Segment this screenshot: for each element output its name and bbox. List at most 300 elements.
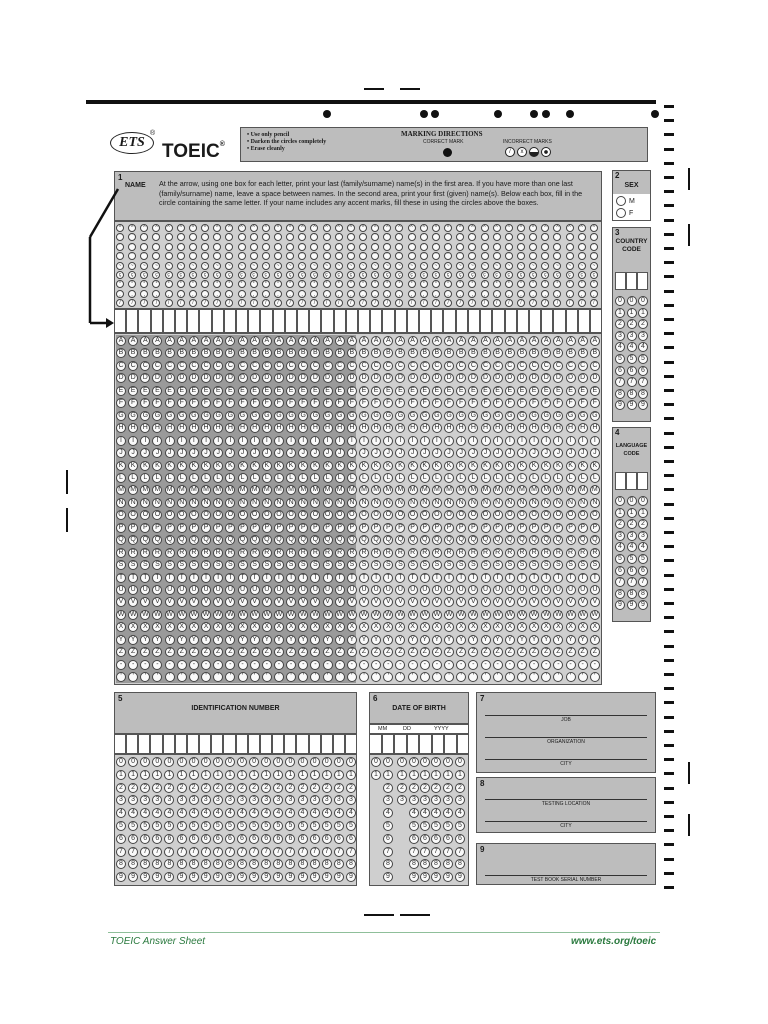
letter-bubble[interactable]: P — [359, 523, 369, 533]
letter-bubble[interactable]: T — [420, 573, 430, 583]
letter-bubble[interactable]: N — [262, 498, 272, 508]
accent-bubble[interactable]: ¸ — [165, 290, 173, 298]
accent-bubble[interactable]: ` — [323, 233, 331, 241]
accent-bubble[interactable]: ^ — [286, 224, 294, 232]
letter-bubble[interactable]: J — [420, 448, 430, 458]
id-digit-box[interactable] — [138, 734, 150, 754]
accent-bubble[interactable]: ´ — [225, 243, 233, 251]
digit-bubble[interactable]: 8 — [638, 389, 648, 399]
letter-bubble[interactable]: A — [286, 336, 296, 346]
digit-bubble[interactable]: 7 — [615, 377, 625, 387]
letter-bubble[interactable]: F — [152, 398, 162, 408]
letter-bubble[interactable]: Z — [529, 647, 539, 657]
accent-bubble[interactable]: ¸ — [189, 290, 197, 298]
accent-bubble[interactable]: ´ — [420, 243, 428, 251]
letter-bubble[interactable]: Z — [553, 647, 563, 657]
letter-bubble[interactable]: O — [140, 510, 150, 520]
letter-bubble[interactable]: G — [541, 411, 551, 421]
accent-bubble[interactable]: ¸ — [140, 290, 148, 298]
id-digit-bubble[interactable]: 0 — [225, 757, 235, 767]
accent-bubble[interactable]: ~ — [298, 262, 306, 270]
letter-bubble[interactable]: R — [395, 548, 405, 558]
id-digit-bubble[interactable]: 9 — [310, 872, 320, 882]
name-letter-box[interactable] — [260, 309, 272, 333]
letter-bubble[interactable]: P — [213, 523, 223, 533]
id-digit-bubble[interactable]: 2 — [116, 783, 126, 793]
accent-bubble[interactable]: ^ — [505, 224, 513, 232]
accent-bubble[interactable]: ° — [128, 280, 136, 288]
id-digit-bubble[interactable]: 1 — [140, 770, 150, 780]
accent-bubble[interactable]: ¸ — [213, 290, 221, 298]
accent-bubble[interactable]: ° — [201, 280, 209, 288]
letter-bubble[interactable]: T — [468, 573, 478, 583]
accent-bubble[interactable]: ¸ — [468, 290, 476, 298]
id-digit-bubble[interactable]: 4 — [177, 808, 187, 818]
accent-bubble[interactable]: ^ — [177, 224, 185, 232]
letter-bubble[interactable]: M — [262, 485, 272, 495]
letter-bubble[interactable]: U — [468, 585, 478, 595]
letter-bubble[interactable]: Z — [116, 647, 126, 657]
id-digit-box[interactable] — [126, 734, 138, 754]
letter-bubble[interactable]: H — [213, 423, 223, 433]
id-digit-bubble[interactable]: 8 — [128, 859, 138, 869]
id-digit-bubble[interactable]: 7 — [322, 847, 332, 857]
letter-bubble[interactable]: U — [225, 585, 235, 595]
id-digit-bubble[interactable]: 3 — [310, 795, 320, 805]
letter-bubble[interactable]: Z — [286, 647, 296, 657]
letter-bubble[interactable]: ' — [250, 672, 260, 682]
letter-bubble[interactable]: S — [274, 560, 284, 570]
letter-bubble[interactable]: H — [140, 423, 150, 433]
accent-bubble[interactable]: ¨ — [359, 252, 367, 260]
letter-bubble[interactable]: O — [165, 510, 175, 520]
letter-bubble[interactable]: E — [238, 386, 248, 396]
name-letter-box[interactable] — [456, 309, 468, 333]
letter-bubble[interactable]: A — [238, 336, 248, 346]
letter-bubble[interactable]: X — [468, 622, 478, 632]
letter-bubble[interactable]: K — [383, 461, 393, 471]
letter-bubble[interactable]: - — [481, 660, 491, 670]
accent-bubble[interactable]: ° — [468, 280, 476, 288]
letter-bubble[interactable]: N — [152, 498, 162, 508]
letter-bubble[interactable]: O — [359, 510, 369, 520]
letter-bubble[interactable]: H — [347, 423, 357, 433]
letter-bubble[interactable]: H — [578, 423, 588, 433]
accent-bubble[interactable]: / — [347, 299, 355, 307]
accent-bubble[interactable]: ° — [566, 280, 574, 288]
accent-bubble[interactable]: ¸ — [298, 290, 306, 298]
accent-bubble[interactable]: / — [505, 299, 513, 307]
accent-bubble[interactable]: ` — [383, 233, 391, 241]
letter-bubble[interactable]: S — [383, 560, 393, 570]
dob-digit-bubble[interactable]: 8 — [409, 859, 419, 869]
letter-bubble[interactable]: K — [359, 461, 369, 471]
letter-bubble[interactable]: Z — [359, 647, 369, 657]
accent-bubble[interactable]: ¨ — [517, 252, 525, 260]
id-digit-bubble[interactable]: 3 — [189, 795, 199, 805]
letter-bubble[interactable]: U — [383, 585, 393, 595]
letter-bubble[interactable]: L — [529, 473, 539, 483]
id-digit-bubble[interactable]: 3 — [322, 795, 332, 805]
letter-bubble[interactable]: G — [177, 411, 187, 421]
letter-bubble[interactable]: H — [444, 423, 454, 433]
letter-bubble[interactable]: Y — [310, 635, 320, 645]
letter-bubble[interactable]: Y — [262, 635, 272, 645]
letter-bubble[interactable]: E — [274, 386, 284, 396]
letter-bubble[interactable]: C — [493, 361, 503, 371]
dob-digit-bubble[interactable]: 8 — [383, 859, 393, 869]
name-letter-box[interactable] — [431, 309, 443, 333]
letter-bubble[interactable]: Z — [213, 647, 223, 657]
letter-bubble[interactable]: D — [590, 373, 600, 383]
name-letter-box[interactable] — [236, 309, 248, 333]
accent-bubble[interactable]: ´ — [456, 243, 464, 251]
id-digit-bubble[interactable]: 8 — [189, 859, 199, 869]
dob-digit-box[interactable] — [444, 734, 457, 754]
letter-bubble[interactable]: X — [250, 622, 260, 632]
name-letter-box[interactable] — [309, 309, 321, 333]
letter-bubble[interactable]: J — [250, 448, 260, 458]
digit-bubble[interactable]: 0 — [615, 296, 625, 306]
id-digit-bubble[interactable]: 2 — [128, 783, 138, 793]
id-digit-bubble[interactable]: 9 — [237, 872, 247, 882]
accent-bubble[interactable]: ´ — [323, 243, 331, 251]
digit-bubble[interactable]: 8 — [615, 589, 625, 599]
letter-bubble[interactable]: - — [310, 660, 320, 670]
letter-bubble[interactable]: K — [395, 461, 405, 471]
id-digit-bubble[interactable]: 2 — [346, 783, 356, 793]
letter-bubble[interactable]: F — [274, 398, 284, 408]
accent-bubble[interactable]: ¨ — [395, 252, 403, 260]
accent-bubble[interactable]: ` — [213, 233, 221, 241]
letter-bubble[interactable]: ' — [335, 672, 345, 682]
letter-bubble[interactable]: W — [117, 610, 125, 618]
letter-bubble[interactable]: Y — [408, 635, 418, 645]
accent-bubble[interactable]: ç — [140, 271, 148, 279]
id-digit-bubble[interactable]: 9 — [249, 872, 259, 882]
letter-bubble[interactable]: C — [274, 361, 284, 371]
accent-bubble[interactable]: ° — [590, 280, 598, 288]
letter-bubble[interactable]: P — [298, 523, 308, 533]
letter-bubble[interactable]: W — [275, 610, 283, 618]
letter-bubble[interactable]: B — [201, 348, 211, 358]
letter-bubble[interactable]: Y — [566, 635, 576, 645]
letter-bubble[interactable]: N — [371, 498, 381, 508]
letter-bubble[interactable]: E — [128, 386, 138, 396]
letter-bubble[interactable]: ' — [298, 672, 308, 682]
letter-bubble[interactable]: U — [323, 585, 333, 595]
accent-bubble[interactable]: ç — [578, 271, 586, 279]
id-digit-bubble[interactable]: 1 — [334, 770, 344, 780]
id-digit-bubble[interactable]: 8 — [116, 859, 126, 869]
id-digit-bubble[interactable]: 6 — [285, 834, 295, 844]
letter-bubble[interactable]: L — [250, 473, 260, 483]
letter-bubble[interactable]: P — [590, 523, 600, 533]
letter-bubble[interactable]: A — [189, 336, 199, 346]
letter-bubble[interactable]: G — [529, 411, 539, 421]
letter-bubble[interactable]: E — [323, 386, 333, 396]
accent-bubble[interactable]: / — [225, 299, 233, 307]
accent-bubble[interactable]: ´ — [468, 243, 476, 251]
letter-bubble[interactable]: F — [298, 398, 308, 408]
dob-digit-box[interactable] — [369, 734, 382, 754]
letter-bubble[interactable]: N — [165, 498, 175, 508]
letter-bubble[interactable]: T — [517, 573, 527, 583]
dob-digit-bubble[interactable]: 5 — [383, 821, 393, 831]
accent-bubble[interactable]: ¨ — [444, 252, 452, 260]
id-digit-bubble[interactable]: 0 — [285, 757, 295, 767]
letter-bubble[interactable]: U — [359, 585, 369, 595]
letter-bubble[interactable]: R — [456, 548, 466, 558]
letter-bubble[interactable]: ' — [225, 672, 235, 682]
letter-bubble[interactable]: K — [310, 461, 320, 471]
letter-bubble[interactable]: O — [383, 510, 393, 520]
letter-bubble[interactable]: B — [347, 348, 357, 358]
letter-bubble[interactable]: V — [250, 597, 260, 607]
accent-bubble[interactable]: ~ — [517, 262, 525, 270]
letter-bubble[interactable]: Y — [517, 635, 527, 645]
letter-bubble[interactable]: W — [555, 610, 562, 618]
letter-bubble[interactable]: W — [470, 610, 477, 618]
letter-bubble[interactable]: U — [456, 585, 466, 595]
dob-digit-bubble[interactable]: 3 — [383, 795, 393, 805]
letter-bubble[interactable]: A — [529, 336, 539, 346]
id-digit-bubble[interactable]: 3 — [225, 795, 235, 805]
letter-bubble[interactable]: A — [310, 336, 320, 346]
letter-bubble[interactable]: E — [529, 386, 539, 396]
accent-bubble[interactable]: ` — [590, 233, 598, 241]
accent-bubble[interactable]: ¸ — [128, 290, 136, 298]
accent-bubble[interactable]: ç — [468, 271, 476, 279]
letter-bubble[interactable]: P — [225, 523, 235, 533]
id-digit-bubble[interactable]: 7 — [310, 847, 320, 857]
letter-bubble[interactable]: B — [578, 348, 588, 358]
id-digit-bubble[interactable]: 1 — [164, 770, 174, 780]
accent-bubble[interactable]: ^ — [189, 224, 197, 232]
letter-bubble[interactable]: Y — [201, 635, 211, 645]
accent-bubble[interactable]: ° — [298, 280, 306, 288]
letter-bubble[interactable]: D — [541, 373, 551, 383]
letter-bubble[interactable]: Y — [468, 635, 478, 645]
accent-bubble[interactable]: ´ — [383, 243, 391, 251]
letter-bubble[interactable]: S — [189, 560, 199, 570]
letter-bubble[interactable]: G — [578, 411, 588, 421]
dob-digit-bubble[interactable]: 5 — [420, 821, 430, 831]
digit-bubble[interactable]: 6 — [638, 366, 648, 376]
id-digit-bubble[interactable]: 9 — [273, 872, 283, 882]
letter-bubble[interactable]: P — [140, 523, 150, 533]
id-digit-bubble[interactable]: 4 — [261, 808, 271, 818]
letter-bubble[interactable]: S — [395, 560, 405, 570]
letter-bubble[interactable]: O — [432, 510, 442, 520]
letter-bubble[interactable]: K — [250, 461, 260, 471]
name-letter-box[interactable] — [297, 309, 309, 333]
id-digit-box[interactable] — [187, 734, 199, 754]
letter-bubble[interactable]: V — [541, 597, 551, 607]
letter-bubble[interactable]: K — [553, 461, 563, 471]
name-letter-box[interactable] — [163, 309, 175, 333]
accent-bubble[interactable]: / — [298, 299, 306, 307]
letter-bubble[interactable]: C — [505, 361, 515, 371]
letter-bubble[interactable]: D — [517, 373, 527, 383]
letter-bubble[interactable]: F — [213, 398, 223, 408]
letter-bubble[interactable]: Q — [262, 535, 272, 545]
letter-bubble[interactable]: L — [116, 473, 126, 483]
accent-bubble[interactable]: ç — [310, 271, 318, 279]
letter-bubble[interactable]: E — [262, 386, 272, 396]
letter-bubble[interactable]: M — [347, 485, 357, 495]
letter-bubble[interactable]: X — [128, 622, 138, 632]
accent-bubble[interactable]: ~ — [201, 262, 209, 270]
letter-bubble[interactable]: T — [383, 573, 393, 583]
accent-bubble[interactable]: ° — [225, 280, 233, 288]
letter-bubble[interactable]: R — [286, 548, 296, 558]
letter-bubble[interactable]: E — [250, 386, 260, 396]
id-digit-bubble[interactable]: 7 — [237, 847, 247, 857]
name-letter-box[interactable] — [443, 309, 455, 333]
accent-bubble[interactable]: ´ — [116, 243, 124, 251]
id-digit-bubble[interactable]: 0 — [152, 757, 162, 767]
accent-bubble[interactable]: ¸ — [493, 290, 501, 298]
letter-bubble[interactable]: F — [201, 398, 211, 408]
letter-bubble[interactable]: C — [408, 361, 418, 371]
letter-bubble[interactable]: P — [493, 523, 503, 533]
letter-bubble[interactable]: A — [420, 336, 430, 346]
accent-bubble[interactable]: ° — [250, 280, 258, 288]
accent-bubble[interactable]: ´ — [578, 243, 586, 251]
id-digit-box[interactable] — [272, 734, 284, 754]
letter-bubble[interactable]: R — [250, 548, 260, 558]
letter-bubble[interactable]: B — [262, 348, 272, 358]
letter-bubble[interactable]: M — [420, 485, 430, 495]
letter-bubble[interactable]: B — [165, 348, 175, 358]
letter-bubble[interactable]: G — [395, 411, 405, 421]
letter-bubble[interactable]: T — [298, 573, 308, 583]
letter-bubble[interactable]: Z — [590, 647, 600, 657]
letter-bubble[interactable]: J — [505, 448, 515, 458]
letter-bubble[interactable]: N — [201, 498, 211, 508]
letter-bubble[interactable]: V — [140, 597, 150, 607]
dob-digit-bubble[interactable]: 4 — [420, 808, 430, 818]
id-digit-bubble[interactable]: 5 — [298, 821, 308, 831]
letter-bubble[interactable]: D — [420, 373, 430, 383]
letter-bubble[interactable]: Y — [213, 635, 223, 645]
letter-bubble[interactable]: O — [493, 510, 503, 520]
accent-bubble[interactable]: ° — [444, 280, 452, 288]
accent-bubble[interactable]: ¨ — [493, 252, 501, 260]
dob-digit-bubble[interactable]: 9 — [455, 872, 465, 882]
letter-bubble[interactable]: T — [286, 573, 296, 583]
accent-bubble[interactable]: ~ — [323, 262, 331, 270]
id-digit-bubble[interactable]: 0 — [164, 757, 174, 767]
dob-digit-bubble[interactable]: 9 — [431, 872, 441, 882]
letter-bubble[interactable]: A — [481, 336, 491, 346]
accent-bubble[interactable]: ` — [310, 233, 318, 241]
letter-bubble[interactable]: E — [468, 386, 478, 396]
letter-bubble[interactable]: C — [444, 361, 454, 371]
letter-bubble[interactable]: F — [286, 398, 296, 408]
digit-bubble[interactable]: 5 — [638, 354, 648, 364]
letter-bubble[interactable]: K — [444, 461, 454, 471]
accent-bubble[interactable]: / — [420, 299, 428, 307]
letter-bubble[interactable]: J — [116, 448, 126, 458]
letter-bubble[interactable]: ' — [177, 672, 187, 682]
letter-bubble[interactable]: C — [335, 361, 345, 371]
accent-bubble[interactable]: ¨ — [566, 252, 574, 260]
letter-bubble[interactable]: M — [298, 485, 308, 495]
letter-bubble[interactable]: E — [347, 386, 357, 396]
letter-bubble[interactable]: K — [432, 461, 442, 471]
letter-bubble[interactable]: Q — [505, 535, 515, 545]
dob-digit-bubble[interactable]: 1 — [397, 770, 407, 780]
digit-bubble[interactable]: 7 — [638, 377, 648, 387]
letter-bubble[interactable]: S — [310, 560, 320, 570]
accent-bubble[interactable]: ¨ — [323, 252, 331, 260]
letter-bubble[interactable]: - — [116, 660, 126, 670]
letter-bubble[interactable]: Q — [335, 535, 345, 545]
letter-bubble[interactable]: C — [286, 361, 296, 371]
dob-digit-bubble[interactable]: 6 — [383, 834, 393, 844]
letter-bubble[interactable]: F — [323, 398, 333, 408]
letter-bubble[interactable]: A — [298, 336, 308, 346]
letter-bubble[interactable]: A — [578, 336, 588, 346]
letter-bubble[interactable]: S — [286, 560, 296, 570]
letter-bubble[interactable]: Q — [383, 535, 393, 545]
letter-bubble[interactable]: V — [128, 597, 138, 607]
letter-bubble[interactable]: S — [481, 560, 491, 570]
letter-bubble[interactable]: D — [335, 373, 345, 383]
accent-bubble[interactable]: ´ — [274, 243, 282, 251]
letter-bubble[interactable]: L — [456, 473, 466, 483]
letter-bubble[interactable]: U — [140, 585, 150, 595]
letter-bubble[interactable]: G — [444, 411, 454, 421]
letter-bubble[interactable]: J — [408, 448, 418, 458]
dob-digit-bubble[interactable]: 8 — [455, 859, 465, 869]
letter-bubble[interactable]: W — [445, 610, 453, 618]
letter-bubble[interactable]: H — [541, 423, 551, 433]
letter-bubble[interactable]: O — [420, 510, 430, 520]
letter-bubble[interactable]: I — [335, 436, 345, 446]
letter-bubble[interactable]: Q — [140, 535, 150, 545]
digit-bubble[interactable]: 4 — [627, 542, 637, 552]
letter-bubble[interactable]: Y — [347, 635, 357, 645]
accent-bubble[interactable]: / — [456, 299, 464, 307]
letter-bubble[interactable]: R — [128, 548, 138, 558]
accent-bubble[interactable]: ` — [505, 233, 513, 241]
id-digit-bubble[interactable]: 3 — [128, 795, 138, 805]
id-digit-bubble[interactable]: 9 — [116, 872, 126, 882]
digit-bubble[interactable]: 5 — [615, 554, 625, 564]
accent-bubble[interactable]: ¸ — [408, 290, 416, 298]
id-digit-bubble[interactable]: 4 — [237, 808, 247, 818]
letter-bubble[interactable]: N — [590, 498, 600, 508]
letter-bubble[interactable]: K — [517, 461, 527, 471]
letter-bubble[interactable]: P — [517, 523, 527, 533]
letter-bubble[interactable]: D — [468, 373, 478, 383]
letter-bubble[interactable]: Q — [274, 535, 284, 545]
id-digit-bubble[interactable]: 5 — [334, 821, 344, 831]
letter-bubble[interactable]: B — [286, 348, 296, 358]
letter-bubble[interactable]: M — [213, 485, 223, 495]
digit-bubble[interactable]: 5 — [627, 554, 637, 564]
id-digit-bubble[interactable]: 7 — [140, 847, 150, 857]
letter-bubble[interactable]: R — [213, 548, 223, 558]
letter-bubble[interactable]: K — [420, 461, 430, 471]
letter-bubble[interactable]: W — [299, 610, 307, 618]
letter-bubble[interactable]: H — [432, 423, 442, 433]
accent-bubble[interactable]: ` — [225, 233, 233, 241]
letter-bubble[interactable]: K — [213, 461, 223, 471]
